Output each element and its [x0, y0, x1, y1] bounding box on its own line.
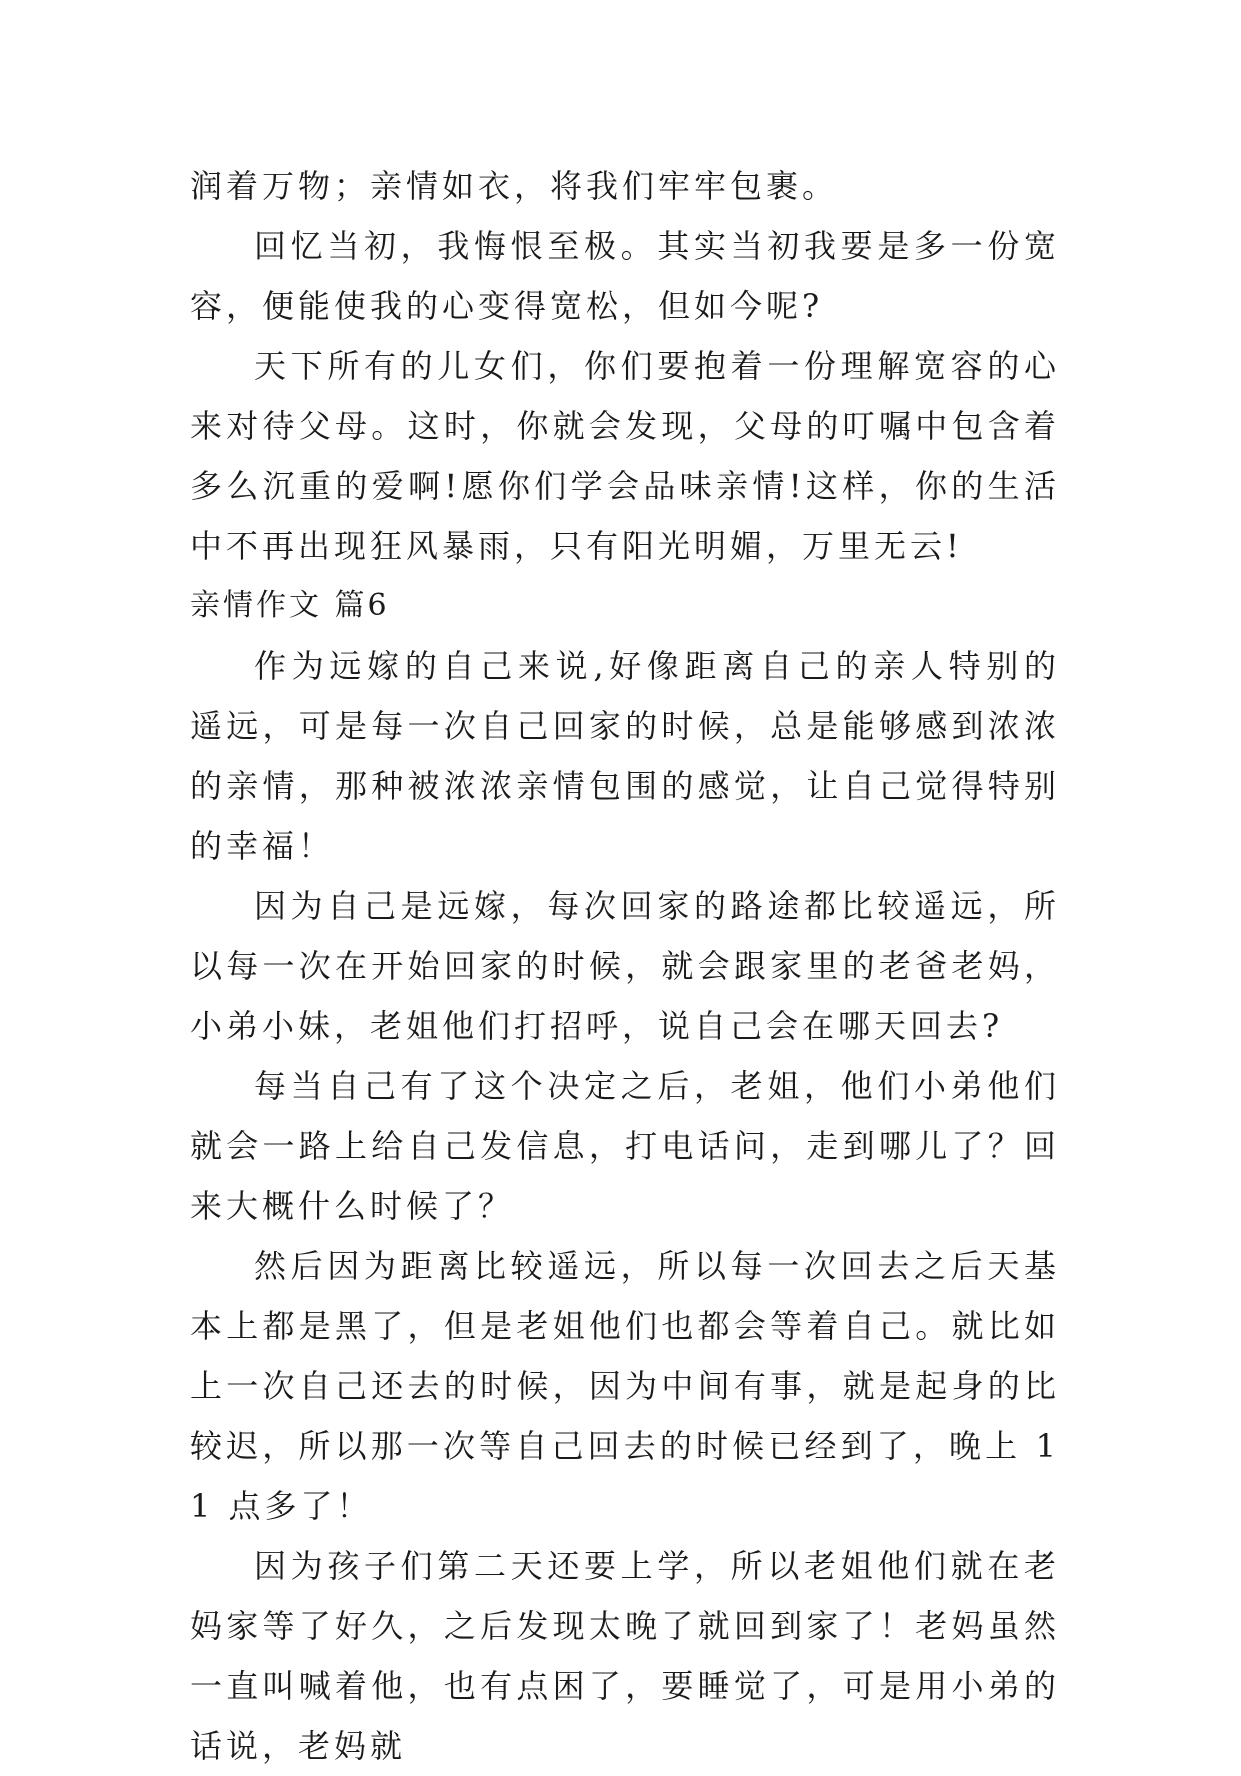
paragraph-regret: 回忆当初，我悔恨至极。其实当初我要是多一份宽容，便能使我的心变得宽松，但如今呢?	[190, 227, 1060, 325]
section-heading: 亲情作文 篇6	[190, 588, 390, 623]
paragraph-far-marriage: 作为远嫁的自己来说,好像距离自己的亲人特别的遥远，可是每一次自己回家的时候，总是能够感到浓浓的亲情，那种被浓浓亲情包围的感觉，让自己觉得特别的幸福！	[190, 647, 1060, 865]
paragraph-advice: 天下所有的儿女们，你们要抱着一份理解宽容的心来对待父母。这时，你就会发现，父母的叮嘱中包含着多么沉重的爱啊!愿你们学会品味亲情!这样，你的生活中不再出现狂风暴雨，只有阳光明媚，万里无云!	[190, 347, 1060, 565]
paragraph-journey-home: 因为自己是远嫁，每次回家的路途都比较遥远，所以每一次在开始回家的时候，就会跟家里的老爸老妈，小弟小妹，老姐他们打招呼，说自己会在哪天回去?	[190, 887, 1060, 1045]
paragraph-mother: 因为孩子们第二天还要上学，所以老姐他们就在老妈家等了好久，之后发现太晚了就回到家了！老妈虽然一直叫喊着他，也有点困了，要睡觉了，可是用小弟的话说，老妈就	[190, 1547, 1060, 1765]
paragraph-continued: 润着万物；亲情如衣，将我们牢牢包裹。	[190, 167, 839, 205]
document-body	[190, 156, 1060, 1776]
paragraph-family-messages: 每当自己有了这个决定之后，老姐，他们小弟他们就会一路上给自己发信息，打电话问，走到哪儿了？回来大概什么时候了？	[190, 1067, 1060, 1225]
paragraph-waiting: 然后因为距离比较遥远，所以每一次回去之后天基本上都是黑了，但是老姐他们也都会等着自己。就比如上一次自己还去的时候，因为中间有事，就是起身的比较迟，所以那一次等自己回去的时候已经到了，晚上 11 点多了！	[190, 1247, 1060, 1525]
